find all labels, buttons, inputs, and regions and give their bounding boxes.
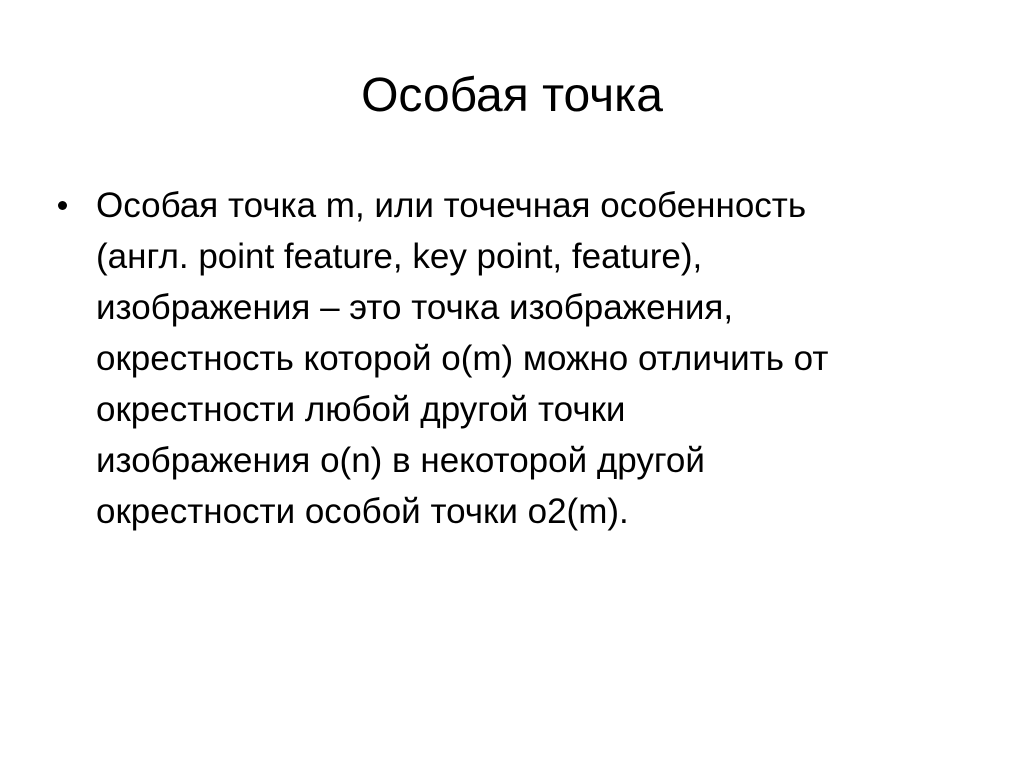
bullet-dot-icon — [58, 201, 67, 210]
bullet-text-line: Особая точка m, или точечная особенность — [96, 186, 807, 225]
bullet-text-line: окрестности особой точки o2(m). — [96, 492, 629, 531]
bullet-text-line: окрестность которой o(m) можно отличить от — [96, 339, 829, 378]
bullet-text-line: (англ. point feature, key point, feature), — [96, 237, 703, 276]
bullet-text-line: изображения o(n) в некоторой другой — [96, 441, 705, 480]
bullet-list — [58, 180, 978, 537]
slide-title: Особая точка — [361, 69, 663, 122]
bullet-text-line: изображения – это точка изображения, — [96, 288, 734, 327]
bullet-item — [58, 180, 978, 537]
bullet-text-line: окрестности любой другой точки — [96, 390, 626, 429]
